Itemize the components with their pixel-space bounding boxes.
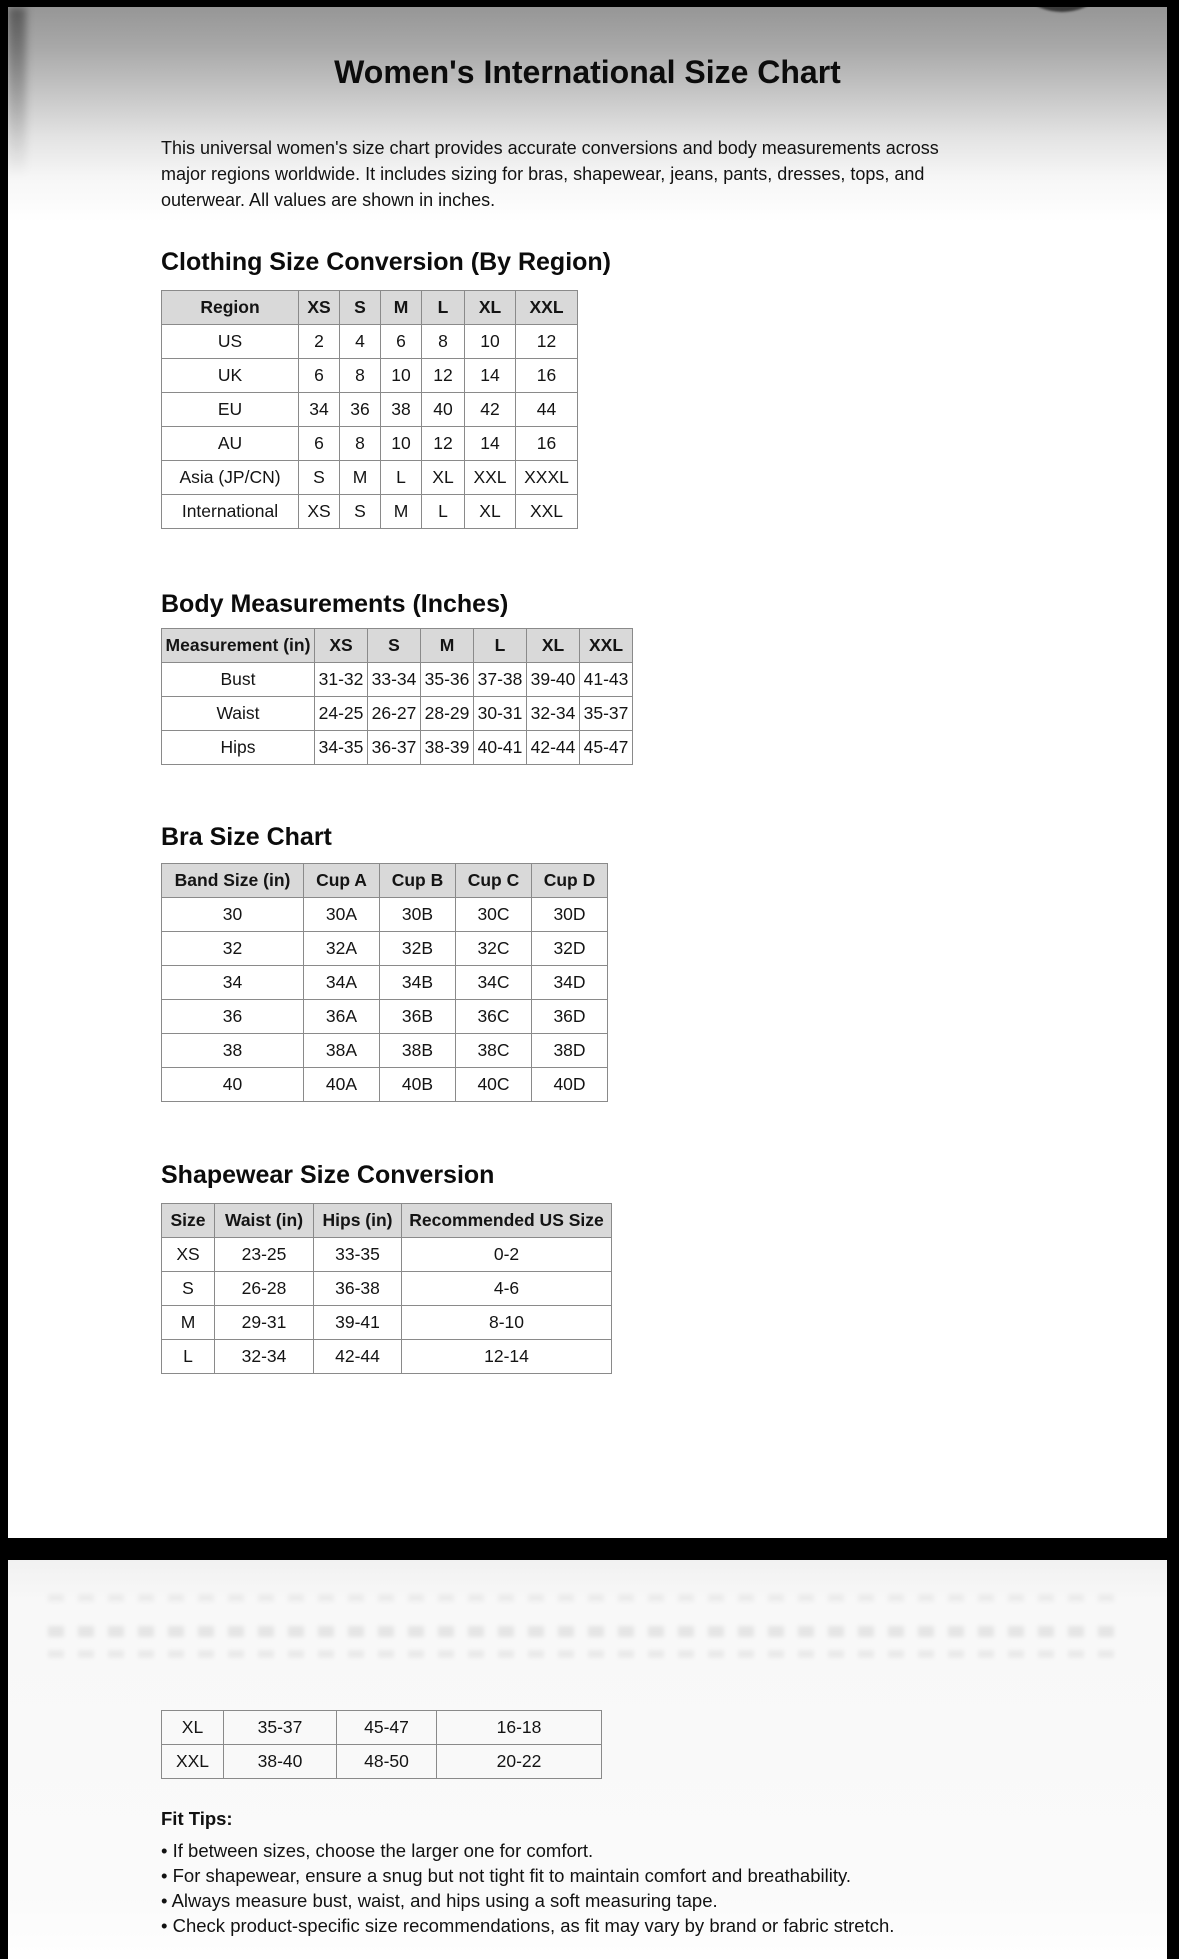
table-cell: XL: [422, 461, 465, 495]
table-header-cell: Size: [162, 1204, 215, 1238]
table-header-row: [162, 864, 608, 898]
table-header-cell: Cup D: [532, 864, 608, 898]
table-cell: 16: [516, 427, 578, 461]
document-page-2: [8, 1560, 1167, 1959]
fit-tip-item: • If between sizes, choose the larger one for comfort.: [161, 1840, 594, 1861]
table-row: [162, 1745, 602, 1779]
table-cell: 36C: [456, 1000, 532, 1034]
table-cell: 39-40: [527, 663, 580, 697]
table-cell: US: [162, 325, 299, 359]
shapewear-size-table: [161, 1203, 612, 1374]
fit-tips-heading: Fit Tips:: [161, 1808, 233, 1829]
table-cell: 24-25: [315, 697, 368, 731]
table-row: [162, 427, 578, 461]
page-shadow: [8, 7, 26, 177]
table-row: [162, 495, 578, 529]
table-cell: 40: [422, 393, 465, 427]
section-heading-clothing: Clothing Size Conversion (By Region): [161, 248, 612, 276]
table-cell: 41-43: [580, 663, 633, 697]
table-cell: 12: [422, 359, 465, 393]
table-header-cell: Measurement (in): [162, 629, 315, 663]
table-cell: 16-18: [437, 1711, 602, 1745]
table-cell: 29-31: [215, 1306, 314, 1340]
table-cell: 8: [340, 359, 381, 393]
table-cell: 34B: [380, 966, 456, 1000]
table-header-cell: XL: [465, 291, 516, 325]
table-cell: 12-14: [402, 1340, 612, 1374]
table-cell: Bust: [162, 663, 315, 697]
table-cell: 32: [162, 932, 304, 966]
table-row: [162, 1034, 608, 1068]
table-cell: S: [299, 461, 340, 495]
table-cell: 34: [162, 966, 304, 1000]
intro-line: This universal women's size chart provides accurate conversions and body measurements across: [161, 138, 939, 158]
table-cell: 28-29: [421, 697, 474, 731]
table-cell: 40-41: [474, 731, 527, 765]
table-row: [162, 325, 578, 359]
table-cell: 26-28: [215, 1272, 314, 1306]
table-header-cell: M: [421, 629, 474, 663]
table-cell: 36: [162, 1000, 304, 1034]
table-row: [162, 1711, 602, 1745]
table-cell: 45-47: [580, 731, 633, 765]
fit-tip-item: • Check product-specific size recommendations, as fit may vary by brand or fabric stretch.: [161, 1915, 895, 1936]
table-header-cell: S: [340, 291, 381, 325]
table-cell: 44: [516, 393, 578, 427]
table-cell: XS: [299, 495, 340, 529]
table-cell: 33-34: [368, 663, 421, 697]
table-cell: 36B: [380, 1000, 456, 1034]
fit-tip-item: • Always measure bust, waist, and hips using a soft measuring tape.: [161, 1890, 718, 1911]
table-cell: 32B: [380, 932, 456, 966]
table-cell: XXL: [516, 495, 578, 529]
intro-line: outerwear. All values are shown in inches.: [161, 190, 496, 210]
table-cell: 16: [516, 359, 578, 393]
table-cell: M: [381, 495, 422, 529]
document-page-1: [8, 7, 1167, 1538]
clothing-size-table: [161, 290, 578, 529]
table-header-cell: M: [381, 291, 422, 325]
table-cell: 32-34: [527, 697, 580, 731]
fit-tips-list: [161, 1838, 894, 1938]
table-header-cell: XL: [527, 629, 580, 663]
table-row: [162, 1272, 612, 1306]
table-cell: AU: [162, 427, 299, 461]
table-cell: 10: [381, 359, 422, 393]
table-header-cell: Waist (in): [215, 1204, 314, 1238]
ghost-artifact: [48, 1650, 1128, 1658]
table-row: [162, 731, 633, 765]
table-row: [162, 697, 633, 731]
table-cell: 42-44: [314, 1340, 402, 1374]
table-row: [162, 898, 608, 932]
table-cell: 6: [381, 325, 422, 359]
table-row: [162, 663, 633, 697]
table-cell: 12: [516, 325, 578, 359]
table-cell: XL: [465, 495, 516, 529]
table-cell: 4: [340, 325, 381, 359]
table-header-cell: Band Size (in): [162, 864, 304, 898]
table-cell: S: [162, 1272, 215, 1306]
top-frame-bar: [0, 0, 1179, 7]
table-header-cell: Cup C: [456, 864, 532, 898]
table-cell: 10: [465, 325, 516, 359]
table-cell: 38A: [304, 1034, 380, 1068]
intro-line: major regions worldwide. It includes sizing for bras, shapewear, jeans, pants, dresses, tops, and: [161, 164, 925, 184]
table-cell: 32C: [456, 932, 532, 966]
table-cell: UK: [162, 359, 299, 393]
body-measurements-table: [161, 628, 633, 765]
table-cell: 37-38: [474, 663, 527, 697]
table-row: [162, 1068, 608, 1102]
table-header-cell: Cup B: [380, 864, 456, 898]
table-cell: 40B: [380, 1068, 456, 1102]
table-header-cell: Hips (in): [314, 1204, 402, 1238]
table-cell: 30: [162, 898, 304, 932]
table-row: [162, 393, 578, 427]
table-cell: 4-6: [402, 1272, 612, 1306]
table-cell: 8-10: [402, 1306, 612, 1340]
table-header-cell: Recommended US Size: [402, 1204, 612, 1238]
table-cell: 33-35: [314, 1238, 402, 1272]
table-row: [162, 1306, 612, 1340]
table-cell: 35-37: [224, 1711, 337, 1745]
table-cell: 30A: [304, 898, 380, 932]
table-cell: 40D: [532, 1068, 608, 1102]
table-cell: 10: [381, 427, 422, 461]
page-title: Women's International Size Chart: [334, 54, 841, 90]
table-cell: 38D: [532, 1034, 608, 1068]
table-cell: 6: [299, 427, 340, 461]
table-cell: M: [162, 1306, 215, 1340]
table-cell: 14: [465, 359, 516, 393]
table-cell: 34D: [532, 966, 608, 1000]
table-cell: 39-41: [314, 1306, 402, 1340]
table-header-row: [162, 629, 633, 663]
table-cell: M: [340, 461, 381, 495]
table-cell: 14: [465, 427, 516, 461]
table-cell: 42-44: [527, 731, 580, 765]
ghost-artifact: [48, 1626, 1128, 1637]
table-cell: Asia (JP/CN): [162, 461, 299, 495]
table-header-row: [162, 1204, 612, 1238]
table-cell: XS: [162, 1238, 215, 1272]
table-row: [162, 966, 608, 1000]
ghost-artifact: [48, 1594, 1128, 1602]
table-cell: 36A: [304, 1000, 380, 1034]
fit-tip-item: • For shapewear, ensure a snug but not tight fit to maintain comfort and breathability.: [161, 1865, 851, 1886]
table-header-cell: XXL: [516, 291, 578, 325]
table-row: [162, 932, 608, 966]
table-header-cell: XS: [299, 291, 340, 325]
table-header-cell: XS: [315, 629, 368, 663]
table-cell: 12: [422, 427, 465, 461]
table-header-cell: L: [474, 629, 527, 663]
table-cell: 35-37: [580, 697, 633, 731]
table-cell: 48-50: [337, 1745, 437, 1779]
table-header-cell: S: [368, 629, 421, 663]
table-cell: 32-34: [215, 1340, 314, 1374]
section-heading-bra: Bra Size Chart: [161, 823, 332, 851]
table-cell: XXL: [162, 1745, 224, 1779]
table-cell: 40A: [304, 1068, 380, 1102]
table-cell: Waist: [162, 697, 315, 731]
table-row: [162, 1000, 608, 1034]
table-cell: L: [381, 461, 422, 495]
table-cell: International: [162, 495, 299, 529]
table-cell: 42: [465, 393, 516, 427]
table-cell: 26-27: [368, 697, 421, 731]
table-cell: 34A: [304, 966, 380, 1000]
table-cell: 30B: [380, 898, 456, 932]
table-cell: 40C: [456, 1068, 532, 1102]
table-cell: 20-22: [437, 1745, 602, 1779]
table-cell: 31-32: [315, 663, 368, 697]
table-cell: 0-2: [402, 1238, 612, 1272]
table-cell: XL: [162, 1711, 224, 1745]
table-cell: 8: [340, 427, 381, 461]
table-cell: XXL: [465, 461, 516, 495]
table-cell: 32D: [532, 932, 608, 966]
table-row: [162, 1238, 612, 1272]
table-header-cell: L: [422, 291, 465, 325]
table-cell: 36: [340, 393, 381, 427]
table-cell: 38: [162, 1034, 304, 1068]
table-header-cell: Region: [162, 291, 299, 325]
table-cell: 30C: [456, 898, 532, 932]
table-cell: 40: [162, 1068, 304, 1102]
table-cell: 34C: [456, 966, 532, 1000]
table-cell: S: [340, 495, 381, 529]
table-cell: XXXL: [516, 461, 578, 495]
table-cell: 38-39: [421, 731, 474, 765]
table-cell: 2: [299, 325, 340, 359]
table-cell: 8: [422, 325, 465, 359]
table-cell: EU: [162, 393, 299, 427]
intro-paragraph: [161, 135, 939, 213]
table-cell: L: [162, 1340, 215, 1374]
table-cell: 34-35: [315, 731, 368, 765]
shapewear-size-table-continued: [161, 1710, 602, 1779]
table-row: [162, 1340, 612, 1374]
table-cell: 30D: [532, 898, 608, 932]
table-cell: L: [422, 495, 465, 529]
table-cell: 36D: [532, 1000, 608, 1034]
bra-size-table: [161, 863, 608, 1102]
section-heading-body-measurements: Body Measurements (Inches): [161, 590, 509, 618]
table-cell: 38-40: [224, 1745, 337, 1779]
table-cell: 32A: [304, 932, 380, 966]
table-cell: 35-36: [421, 663, 474, 697]
table-header-cell: Cup A: [304, 864, 380, 898]
table-row: [162, 359, 578, 393]
section-heading-shapewear: Shapewear Size Conversion: [161, 1161, 495, 1189]
table-cell: Hips: [162, 731, 315, 765]
table-cell: 6: [299, 359, 340, 393]
table-cell: 38B: [380, 1034, 456, 1068]
table-cell: 38: [381, 393, 422, 427]
table-cell: 34: [299, 393, 340, 427]
table-cell: 36-38: [314, 1272, 402, 1306]
table-header-row: [162, 291, 578, 325]
table-cell: 23-25: [215, 1238, 314, 1272]
table-header-cell: XXL: [580, 629, 633, 663]
table-cell: 36-37: [368, 731, 421, 765]
table-cell: 45-47: [337, 1711, 437, 1745]
table-cell: 38C: [456, 1034, 532, 1068]
table-cell: 30-31: [474, 697, 527, 731]
table-row: [162, 461, 578, 495]
